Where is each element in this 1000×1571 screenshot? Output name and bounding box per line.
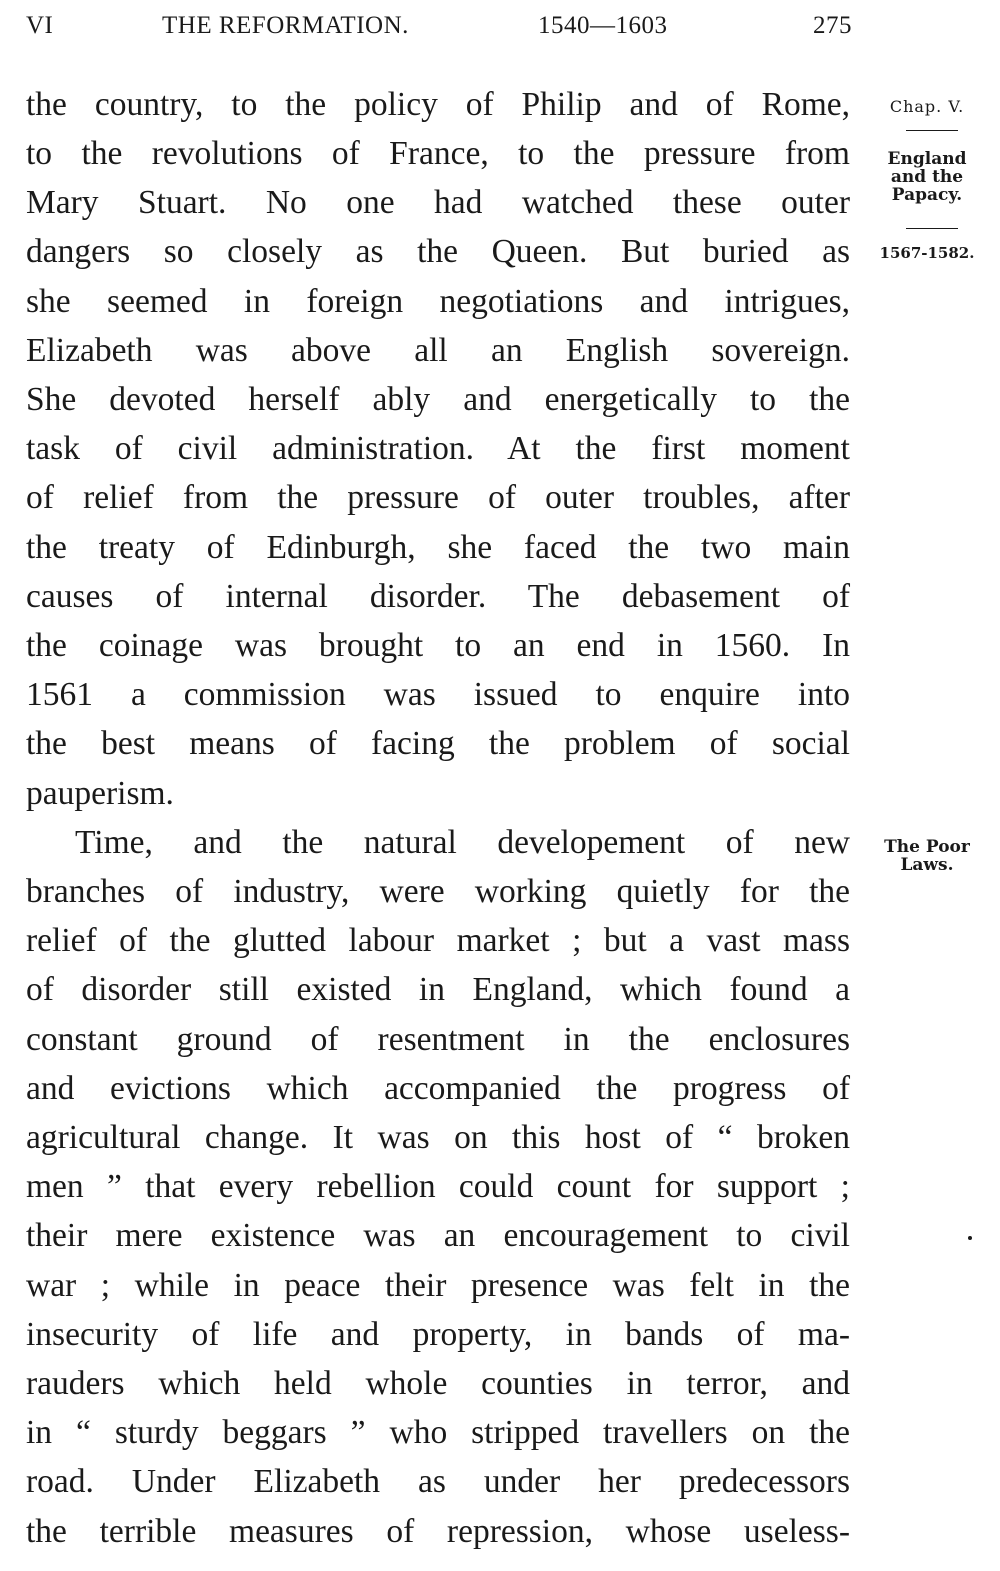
text-line: the country, to the policy of Philip and of Rome, bbox=[26, 86, 850, 123]
text-line: She devoted herself ably and energetically to the bbox=[26, 381, 850, 418]
text-line: to the revolutions of France, to the pressure from bbox=[26, 135, 850, 172]
text-line: task of civil administration. At the first moment bbox=[26, 430, 850, 467]
text-line: Elizabeth was above all an English sovereign. bbox=[26, 332, 850, 369]
margin-topic-line: England bbox=[887, 149, 967, 169]
text-line: of relief from the pressure of outer troubles, after bbox=[26, 479, 850, 516]
text-line: men ” that every rebellion could count for support ; bbox=[26, 1168, 850, 1205]
text-line: their mere existence was an encouragement to civil bbox=[26, 1217, 850, 1254]
text-line: of disorder still existed in England, which found a bbox=[26, 971, 850, 1008]
margin-poor-line: Laws. bbox=[900, 855, 954, 875]
text-line: war ; while in peace their presence was felt in the bbox=[26, 1267, 850, 1304]
margin-topic-note bbox=[862, 150, 992, 204]
text-line: the coinage was brought to an end in 1560. In bbox=[26, 627, 850, 664]
text-line: Time, and the natural developement of new bbox=[75, 824, 850, 861]
margin-rule bbox=[906, 130, 958, 131]
page-number: 275 bbox=[813, 12, 852, 39]
text-line: in “ sturdy beggars ” who stripped travellers on the bbox=[26, 1414, 850, 1451]
margin-poor-line: The Poor bbox=[884, 837, 970, 857]
text-line: branches of industry, were working quietly for the bbox=[26, 873, 850, 910]
text-line: the treaty of Edinburgh, she faced the two main bbox=[26, 529, 850, 566]
text-line: insecurity of life and property, in bands of ma- bbox=[26, 1316, 850, 1353]
text-line: the best means of facing the problem of social bbox=[26, 725, 850, 762]
print-speck bbox=[968, 1236, 972, 1240]
margin-years-note: 1567-1582. bbox=[879, 244, 975, 262]
text-line: 1561 a commission was issued to enquire into bbox=[26, 676, 850, 713]
margin-topic-line: Papacy. bbox=[891, 185, 963, 205]
text-line: relief of the glutted labour market ; but a vast mass bbox=[26, 922, 850, 959]
text-line: and evictions which accompanied the progress of bbox=[26, 1070, 850, 1107]
text-line: Mary Stuart. No one had watched these outer bbox=[26, 184, 850, 221]
margin-topic-line: and the bbox=[890, 167, 964, 187]
margin-rule bbox=[906, 228, 958, 229]
text-line: the terrible measures of repression, whose useless- bbox=[26, 1513, 850, 1550]
text-line: constant ground of resentment in the enclosures bbox=[26, 1021, 850, 1058]
margin-chapter-note: Chap. V. bbox=[889, 97, 965, 116]
text-line: road. Under Elizabeth as under her predecessors bbox=[26, 1463, 850, 1500]
text-line: pauperism. bbox=[26, 775, 174, 812]
text-line: dangers so closely as the Queen. But buried as bbox=[26, 233, 850, 270]
header-dates: 1540—1603 bbox=[538, 12, 668, 39]
margin-poor-laws-note bbox=[862, 838, 992, 874]
text-line: she seemed in foreign negotiations and intrigues, bbox=[26, 283, 850, 320]
text-line: rauders which held whole counties in terror, and bbox=[26, 1365, 850, 1402]
header-title: THE REFORMATION. bbox=[162, 12, 409, 39]
text-line: agricultural change. It was on this host of “ broken bbox=[26, 1119, 850, 1156]
text-line: causes of internal disorder. The debasement of bbox=[26, 578, 850, 615]
header-chapter-number: VI bbox=[26, 12, 54, 39]
running-header bbox=[26, 12, 856, 46]
